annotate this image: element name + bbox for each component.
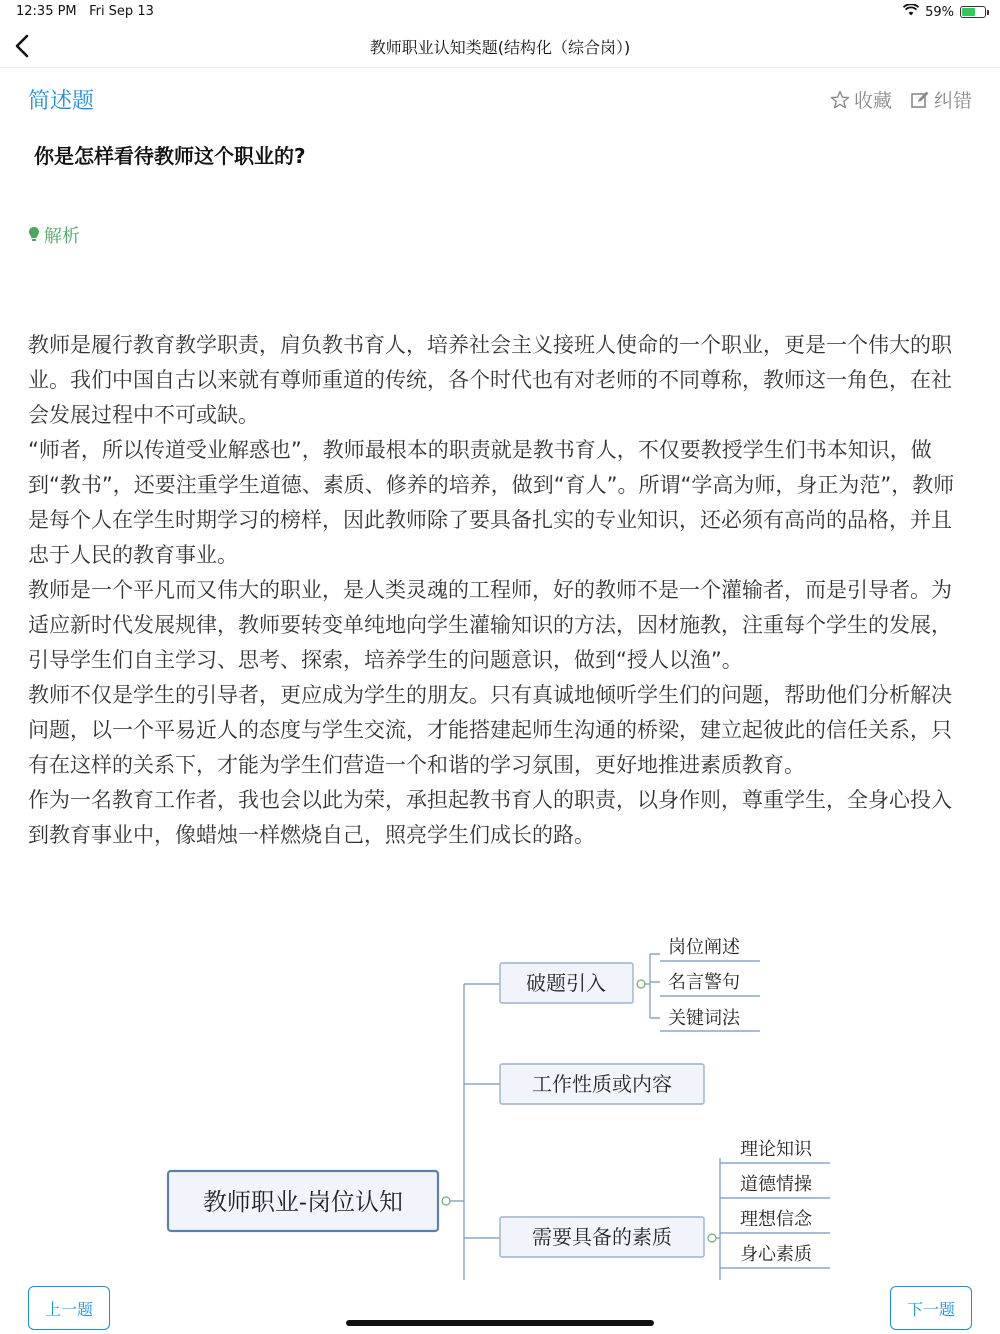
prev-question-button[interactable]: 上一题	[28, 1286, 110, 1330]
status-time: 12:35 PM Fri Sep 13	[16, 4, 154, 19]
analysis-header	[28, 222, 80, 248]
nav-bar	[0, 24, 1000, 68]
mindmap-svg	[0, 920, 1000, 1280]
answer-paragraph: “师者，所以传道受业解惑也”，教师最根本的职责就是教书育人，不仅要教授学生们书本知识，做到“教书”，还要注重学生道德、素质、修养的培养，做到“育人”。所谓“学高为师，身正为范”，教师是每个人在学生时期学习的榜样，因此教师除了要具备扎实的专业知识，还必须有高尚的品格，并且忠于人民的教育事业。	[28, 438, 955, 567]
mindmap-leaf-label: 道德情操	[740, 1174, 812, 1195]
mindmap-leaf-label: 关键词法	[668, 1008, 740, 1029]
analysis-label: 解析	[44, 226, 80, 247]
mindmap-collapse-dot	[637, 980, 645, 988]
mindmap-leaf-label: 岗位阐述	[668, 937, 740, 958]
mindmap-branch-label: 需要具备的素质	[532, 1225, 672, 1249]
mindmap-root-label: 教师职业-岗位认知	[202, 1188, 404, 1216]
mindmap-leaf-label: 理论知识	[740, 1139, 812, 1160]
mindmap-collapse-dot	[442, 1197, 450, 1205]
page-title: 教师职业认知类题(结构化（综合岗）)	[369, 38, 631, 57]
status-right	[903, 4, 986, 20]
lightbulb-icon	[28, 226, 40, 244]
answer-paragraph: 教师是履行教育教学职责，肩负教书育人，培养社会主义接班人使命的一个职业，更是一个伟大的职业。我们中国自古以来就有尊师重道的传统，各个时代也有对老师的不同尊称，教师这一角色，在社会发展过程中不可或缺。	[28, 333, 952, 427]
favorite-button[interactable]	[830, 86, 892, 113]
battery-percent: 59%	[925, 4, 954, 20]
mindmap-leaf-label: 身心素质	[740, 1244, 812, 1265]
edit-icon	[910, 90, 930, 110]
correct-error-button[interactable]	[910, 86, 972, 113]
status-bar	[0, 0, 1000, 24]
wifi-icon	[903, 4, 919, 20]
correct-error-label: 纠错	[933, 90, 972, 112]
question-text: 你是怎样看待教师这个职业的?	[34, 144, 306, 168]
answer-paragraph: 教师不仅是学生的引导者，更应成为学生的朋友。只有真诚地倾听学生们的问题，帮助他们分析解决问题，以一个平易近人的态度与学生交流，才能搭建起师生沟通的桥梁，建立起彼此的信任关系，只有在这样的关系下，才能为学生们营造一个和谐的学习氛围，更好地推进素质教育。	[28, 683, 952, 777]
star-icon	[830, 90, 850, 110]
mindmap-branch-label: 破题引入	[526, 971, 606, 995]
mindmap-leaf-label: 理想信念	[740, 1209, 812, 1230]
answer-text	[28, 328, 972, 853]
question-actions	[830, 86, 972, 113]
mindmap-diagram	[0, 920, 1000, 1280]
mindmap-branch-label: 工作性质或内容	[532, 1072, 672, 1096]
battery-fill	[962, 8, 975, 16]
favorite-label: 收藏	[853, 90, 892, 112]
mindmap-leaf-label: 名言警句	[668, 972, 740, 993]
next-question-button[interactable]: 下一题	[890, 1286, 972, 1330]
answer-paragraph: 教师是一个平凡而又伟大的职业，是人类灵魂的工程师，好的教师不是一个灌输者，而是引导者。为适应新时代发展规律，教师要转变单纯地向学生灌输知识的方法，因材施教，注重每个学生的发展，引导学生们自主学习、思考、探索，培养学生的问题意识，做到“授人以渔”。	[28, 578, 952, 672]
question-type: 简述题	[28, 89, 95, 114]
battery-icon	[960, 6, 986, 18]
answer-paragraph: 作为一名教育工作者，我也会以此为荣，承担起教书育人的职责，以身作则，尊重学生，全身心投入到教育事业中，像蜡烛一样燃烧自己，照亮学生们成长的路。	[28, 788, 952, 847]
mindmap-collapse-dot	[708, 1234, 716, 1242]
home-indicator	[346, 1320, 654, 1326]
